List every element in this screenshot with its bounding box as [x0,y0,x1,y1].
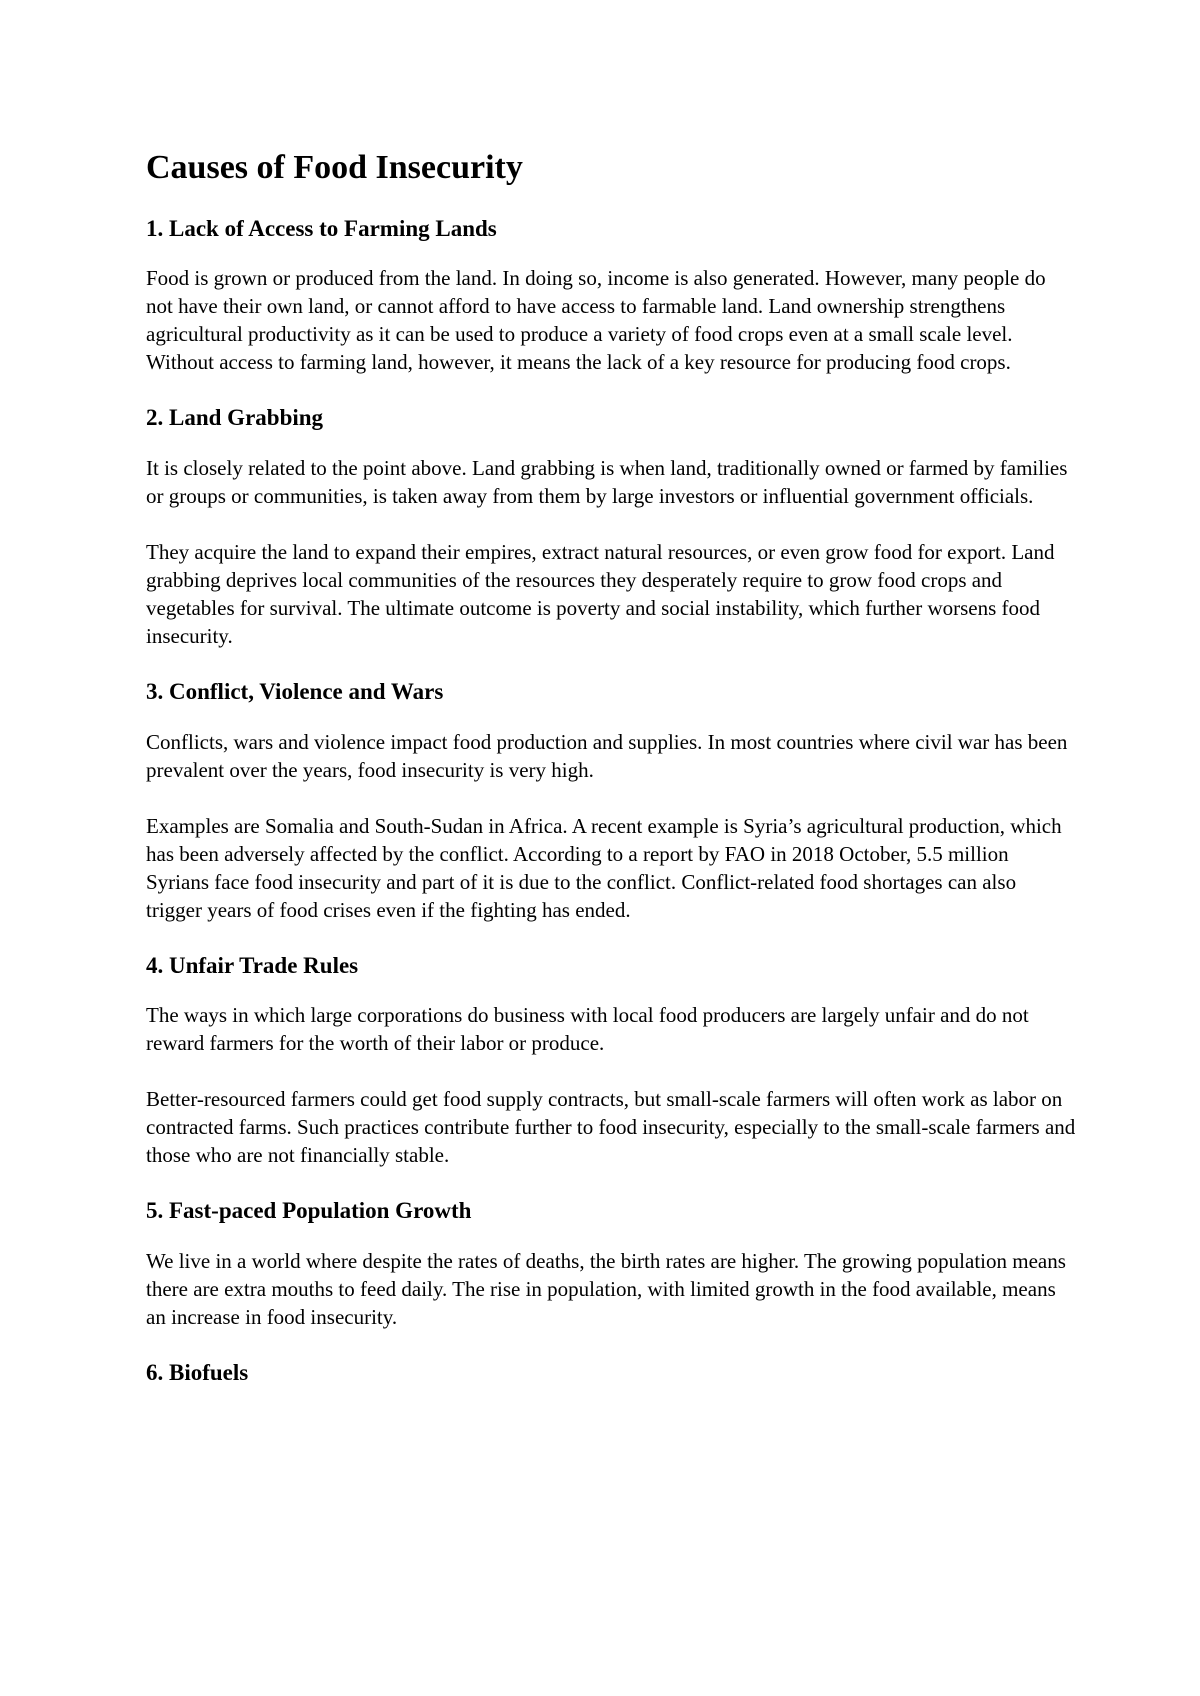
section-paragraph: They acquire the land to expand their empires, extract natural resources, or even grow food for export. Land grabbing deprives local communities of the resources they desperately require to grow food crops and vegetables for survival. The ultimate outcome is poverty and social instability, which further worsens food insecurity. [146,539,1055,648]
section-paragraph: The ways in which large corporations do business with local food producers are largely unfair and do not reward farmers for the worth of their labor or produce. [146,1003,1029,1056]
section-heading: 2. Land Grabbing [146,405,324,431]
section-lack-of-access [146,215,1076,377]
section-unfair-trade [146,952,1076,1170]
section-paragraph: We live in a world where despite the rates of deaths, the birth rates are higher. The growing population means there are extra mouths to feed daily. The rise in population, with limited growth in the food available, means an increase in food insecurity. [146,1248,1066,1329]
section-paragraph: Better-resourced farmers could get food supply contracts, but small-scale farmers will often work as labor on contracted farms. Such practices contribute further to food insecurity, especially to the small-scale farmers and those who are not financially stable. [146,1087,1076,1168]
section-paragraph: Examples are Somalia and South-Sudan in Africa. A recent example is Syria’s agricultural production, which has been adversely affected by the conflict. According to a report by FAO in 2018 October, 5.5 million Syrians face food insecurity and part of it is due to the conflict. Conflict-related food shortages can also trigger years of food crises even if the fighting has ended. [146,813,1062,922]
section-paragraph: Food is grown or produced from the land. In doing so, income is also generated. However, many people do not have their own land, or cannot afford to have access to farmable land. Land ownership strengthens agricultural productivity as it can be used to produce a variety of food crops even at a small scale level. Without access to farming land, however, it means the lack of a key resource for producing food crops. [146,266,1046,375]
section-paragraph: Conflicts, wars and violence impact food production and supplies. In most countries where civil war has been prevalent over the years, food insecurity is very high. [146,729,1068,782]
section-conflict [146,678,1076,924]
section-heading: 6. Biofuels [146,1359,249,1385]
section-paragraph: It is closely related to the point above. Land grabbing is when land, traditionally owned or farmed by families or groups or communities, is taken away from them by large investors or influential government officials. [146,455,1068,508]
section-heading: 4. Unfair Trade Rules [146,952,359,978]
section-population-growth [146,1197,1076,1331]
section-biofuels [146,1359,1076,1387]
section-heading: 3. Conflict, Violence and Wars [146,678,444,704]
document-body [146,148,1076,1408]
section-heading: 5. Fast-paced Population Growth [146,1198,472,1224]
document-title: Causes of Food Insecurity [146,149,523,186]
section-land-grabbing [146,404,1076,650]
section-heading: 1. Lack of Access to Farming Lands [146,215,497,241]
